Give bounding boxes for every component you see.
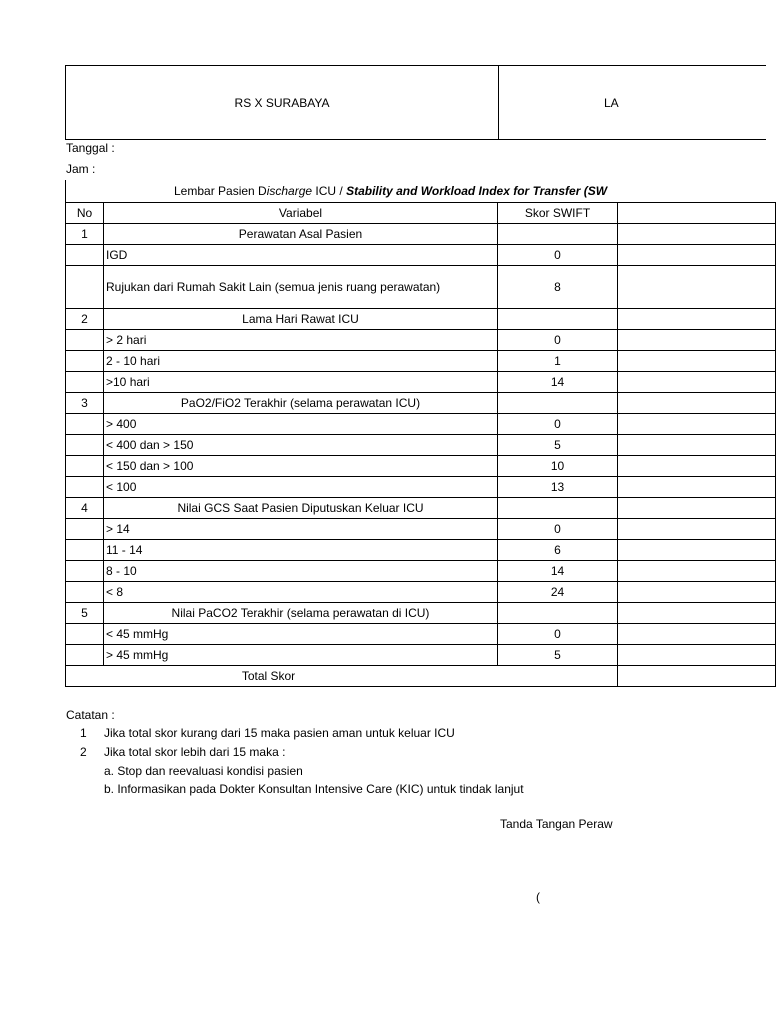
swift-score xyxy=(498,309,618,330)
row-number: 2 xyxy=(66,309,104,330)
table-section-row xyxy=(66,498,776,519)
swift-score: 0 xyxy=(498,330,618,351)
table-row xyxy=(66,477,776,498)
table-row xyxy=(66,540,776,561)
table-row xyxy=(66,582,776,603)
row-number xyxy=(66,330,104,351)
total-row xyxy=(66,666,776,687)
table-row xyxy=(66,435,776,456)
swift-score: 0 xyxy=(498,519,618,540)
variable-option: < 100 xyxy=(104,477,498,498)
variable-option: >10 hari xyxy=(104,372,498,393)
table-row xyxy=(66,330,776,351)
table-row xyxy=(66,245,776,266)
row-number xyxy=(66,435,104,456)
empty-cell xyxy=(618,624,776,645)
swift-score: 13 xyxy=(498,477,618,498)
row-number xyxy=(66,456,104,477)
empty-cell xyxy=(618,393,776,414)
empty-cell xyxy=(618,435,776,456)
empty-cell xyxy=(618,224,776,245)
total-score-label: Total Skor xyxy=(66,666,618,687)
swift-score: 5 xyxy=(498,645,618,666)
row-number xyxy=(66,561,104,582)
variable-option: 2 - 10 hari xyxy=(104,351,498,372)
row-number xyxy=(66,414,104,435)
variable-option: > 14 xyxy=(104,519,498,540)
swift-score: 1 xyxy=(498,351,618,372)
table-row xyxy=(66,372,776,393)
form-title xyxy=(174,184,607,198)
time-label: Jam : xyxy=(66,162,96,176)
swift-score xyxy=(498,224,618,245)
table-section-row xyxy=(66,393,776,414)
hospital-name-text: RS X SURABAYA xyxy=(234,95,330,110)
form-header xyxy=(65,65,766,140)
empty-cell xyxy=(618,603,776,624)
empty-cell xyxy=(618,309,776,330)
empty-cell xyxy=(618,414,776,435)
row-number xyxy=(66,266,104,309)
row-number: 1 xyxy=(66,224,104,245)
swift-score: 8 xyxy=(498,266,618,309)
table-row xyxy=(66,456,776,477)
table-row xyxy=(66,414,776,435)
form-title-italic-part: ischarge xyxy=(266,184,313,198)
form-code-partial: LA xyxy=(604,95,619,110)
row-number: 4 xyxy=(66,498,104,519)
swift-score: 10 xyxy=(498,456,618,477)
empty-cell xyxy=(618,519,776,540)
row-number xyxy=(66,372,104,393)
form-title-part: Lembar Pasien D xyxy=(174,184,267,198)
row-number: 3 xyxy=(66,393,104,414)
row-number xyxy=(66,245,104,266)
section-title: PaO2/FiO2 Terakhir (selama perawatan ICU) xyxy=(104,393,498,414)
note-number: 2 xyxy=(80,745,87,759)
empty-cell xyxy=(618,540,776,561)
table-header-row xyxy=(66,203,776,224)
table-row xyxy=(66,624,776,645)
variable-option: 8 - 10 xyxy=(104,561,498,582)
variable-option: < 150 dan > 100 xyxy=(104,456,498,477)
swift-score-table xyxy=(65,202,776,687)
variable-option: Rujukan dari Rumah Sakit Lain (semua jenis ruang perawatan) xyxy=(104,266,498,309)
form-title-part: ICU / xyxy=(312,184,347,198)
hospital-name xyxy=(66,66,499,139)
swift-score xyxy=(498,603,618,624)
row-number xyxy=(66,582,104,603)
table-row xyxy=(66,351,776,372)
variable-option: < 45 mmHg xyxy=(104,624,498,645)
empty-cell xyxy=(618,245,776,266)
section-title: Perawatan Asal Pasien xyxy=(104,224,498,245)
variable-option: > 400 xyxy=(104,414,498,435)
swift-score xyxy=(498,498,618,519)
swift-score: 0 xyxy=(498,414,618,435)
variable-option: 11 - 14 xyxy=(104,540,498,561)
date-label: Tanggal : xyxy=(66,141,115,155)
empty-cell xyxy=(618,351,776,372)
swift-score: 6 xyxy=(498,540,618,561)
row-number xyxy=(66,477,104,498)
swift-score: 24 xyxy=(498,582,618,603)
empty-cell xyxy=(618,498,776,519)
row-number xyxy=(66,624,104,645)
header-empty xyxy=(618,203,776,224)
header-variable: Variabel xyxy=(104,203,498,224)
empty-cell xyxy=(618,561,776,582)
row-number xyxy=(66,519,104,540)
signature-name-bracket: ( xyxy=(536,890,540,904)
variable-option: < 400 dan > 150 xyxy=(104,435,498,456)
nurse-signature-label: Tanda Tangan Peraw xyxy=(500,817,613,831)
header-no: No xyxy=(66,203,104,224)
empty-cell xyxy=(618,645,776,666)
swift-score: 0 xyxy=(498,245,618,266)
note-text: Jika total skor kurang dari 15 maka pasien aman untuk keluar ICU xyxy=(104,726,455,740)
note-sub-item: b. Informasikan pada Dokter Konsultan Intensive Care (KIC) untuk tindak lanjut xyxy=(104,782,524,796)
empty-cell xyxy=(618,372,776,393)
note-text: Jika total skor lebih dari 15 maka : xyxy=(104,745,286,759)
row-number xyxy=(66,645,104,666)
header-score: Skor SWIFT xyxy=(498,203,618,224)
section-title: Nilai GCS Saat Pasien Diputuskan Keluar ICU xyxy=(104,498,498,519)
empty-cell xyxy=(618,477,776,498)
table-section-row xyxy=(66,603,776,624)
row-number: 5 xyxy=(66,603,104,624)
note-number: 1 xyxy=(80,726,87,740)
row-number xyxy=(66,351,104,372)
table-row xyxy=(66,519,776,540)
swift-score: 14 xyxy=(498,372,618,393)
swift-score: 5 xyxy=(498,435,618,456)
variable-option: > 45 mmHg xyxy=(104,645,498,666)
swift-score: 14 xyxy=(498,561,618,582)
form-title-row xyxy=(65,180,766,202)
table-section-row xyxy=(66,224,776,245)
note-sub-item: a. Stop dan reevaluasi kondisi pasien xyxy=(104,764,303,778)
variable-option: > 2 hari xyxy=(104,330,498,351)
empty-cell xyxy=(618,456,776,477)
total-score-value xyxy=(618,666,776,687)
variable-option: IGD xyxy=(104,245,498,266)
swift-score: 0 xyxy=(498,624,618,645)
table-row xyxy=(66,266,776,309)
notes-heading: Catatan : xyxy=(66,708,115,722)
empty-cell xyxy=(618,330,776,351)
row-number xyxy=(66,540,104,561)
table-row xyxy=(66,645,776,666)
empty-cell xyxy=(618,266,776,309)
table-section-row xyxy=(66,309,776,330)
swift-score xyxy=(498,393,618,414)
section-title: Lama Hari Rawat ICU xyxy=(104,309,498,330)
table-row xyxy=(66,561,776,582)
form-title-bold-italic-part: Stability and Workload Index for Transfer (SW xyxy=(346,184,608,198)
variable-option: < 8 xyxy=(104,582,498,603)
empty-cell xyxy=(618,582,776,603)
section-title: Nilai PaCO2 Terakhir (selama perawatan di ICU) xyxy=(104,603,498,624)
